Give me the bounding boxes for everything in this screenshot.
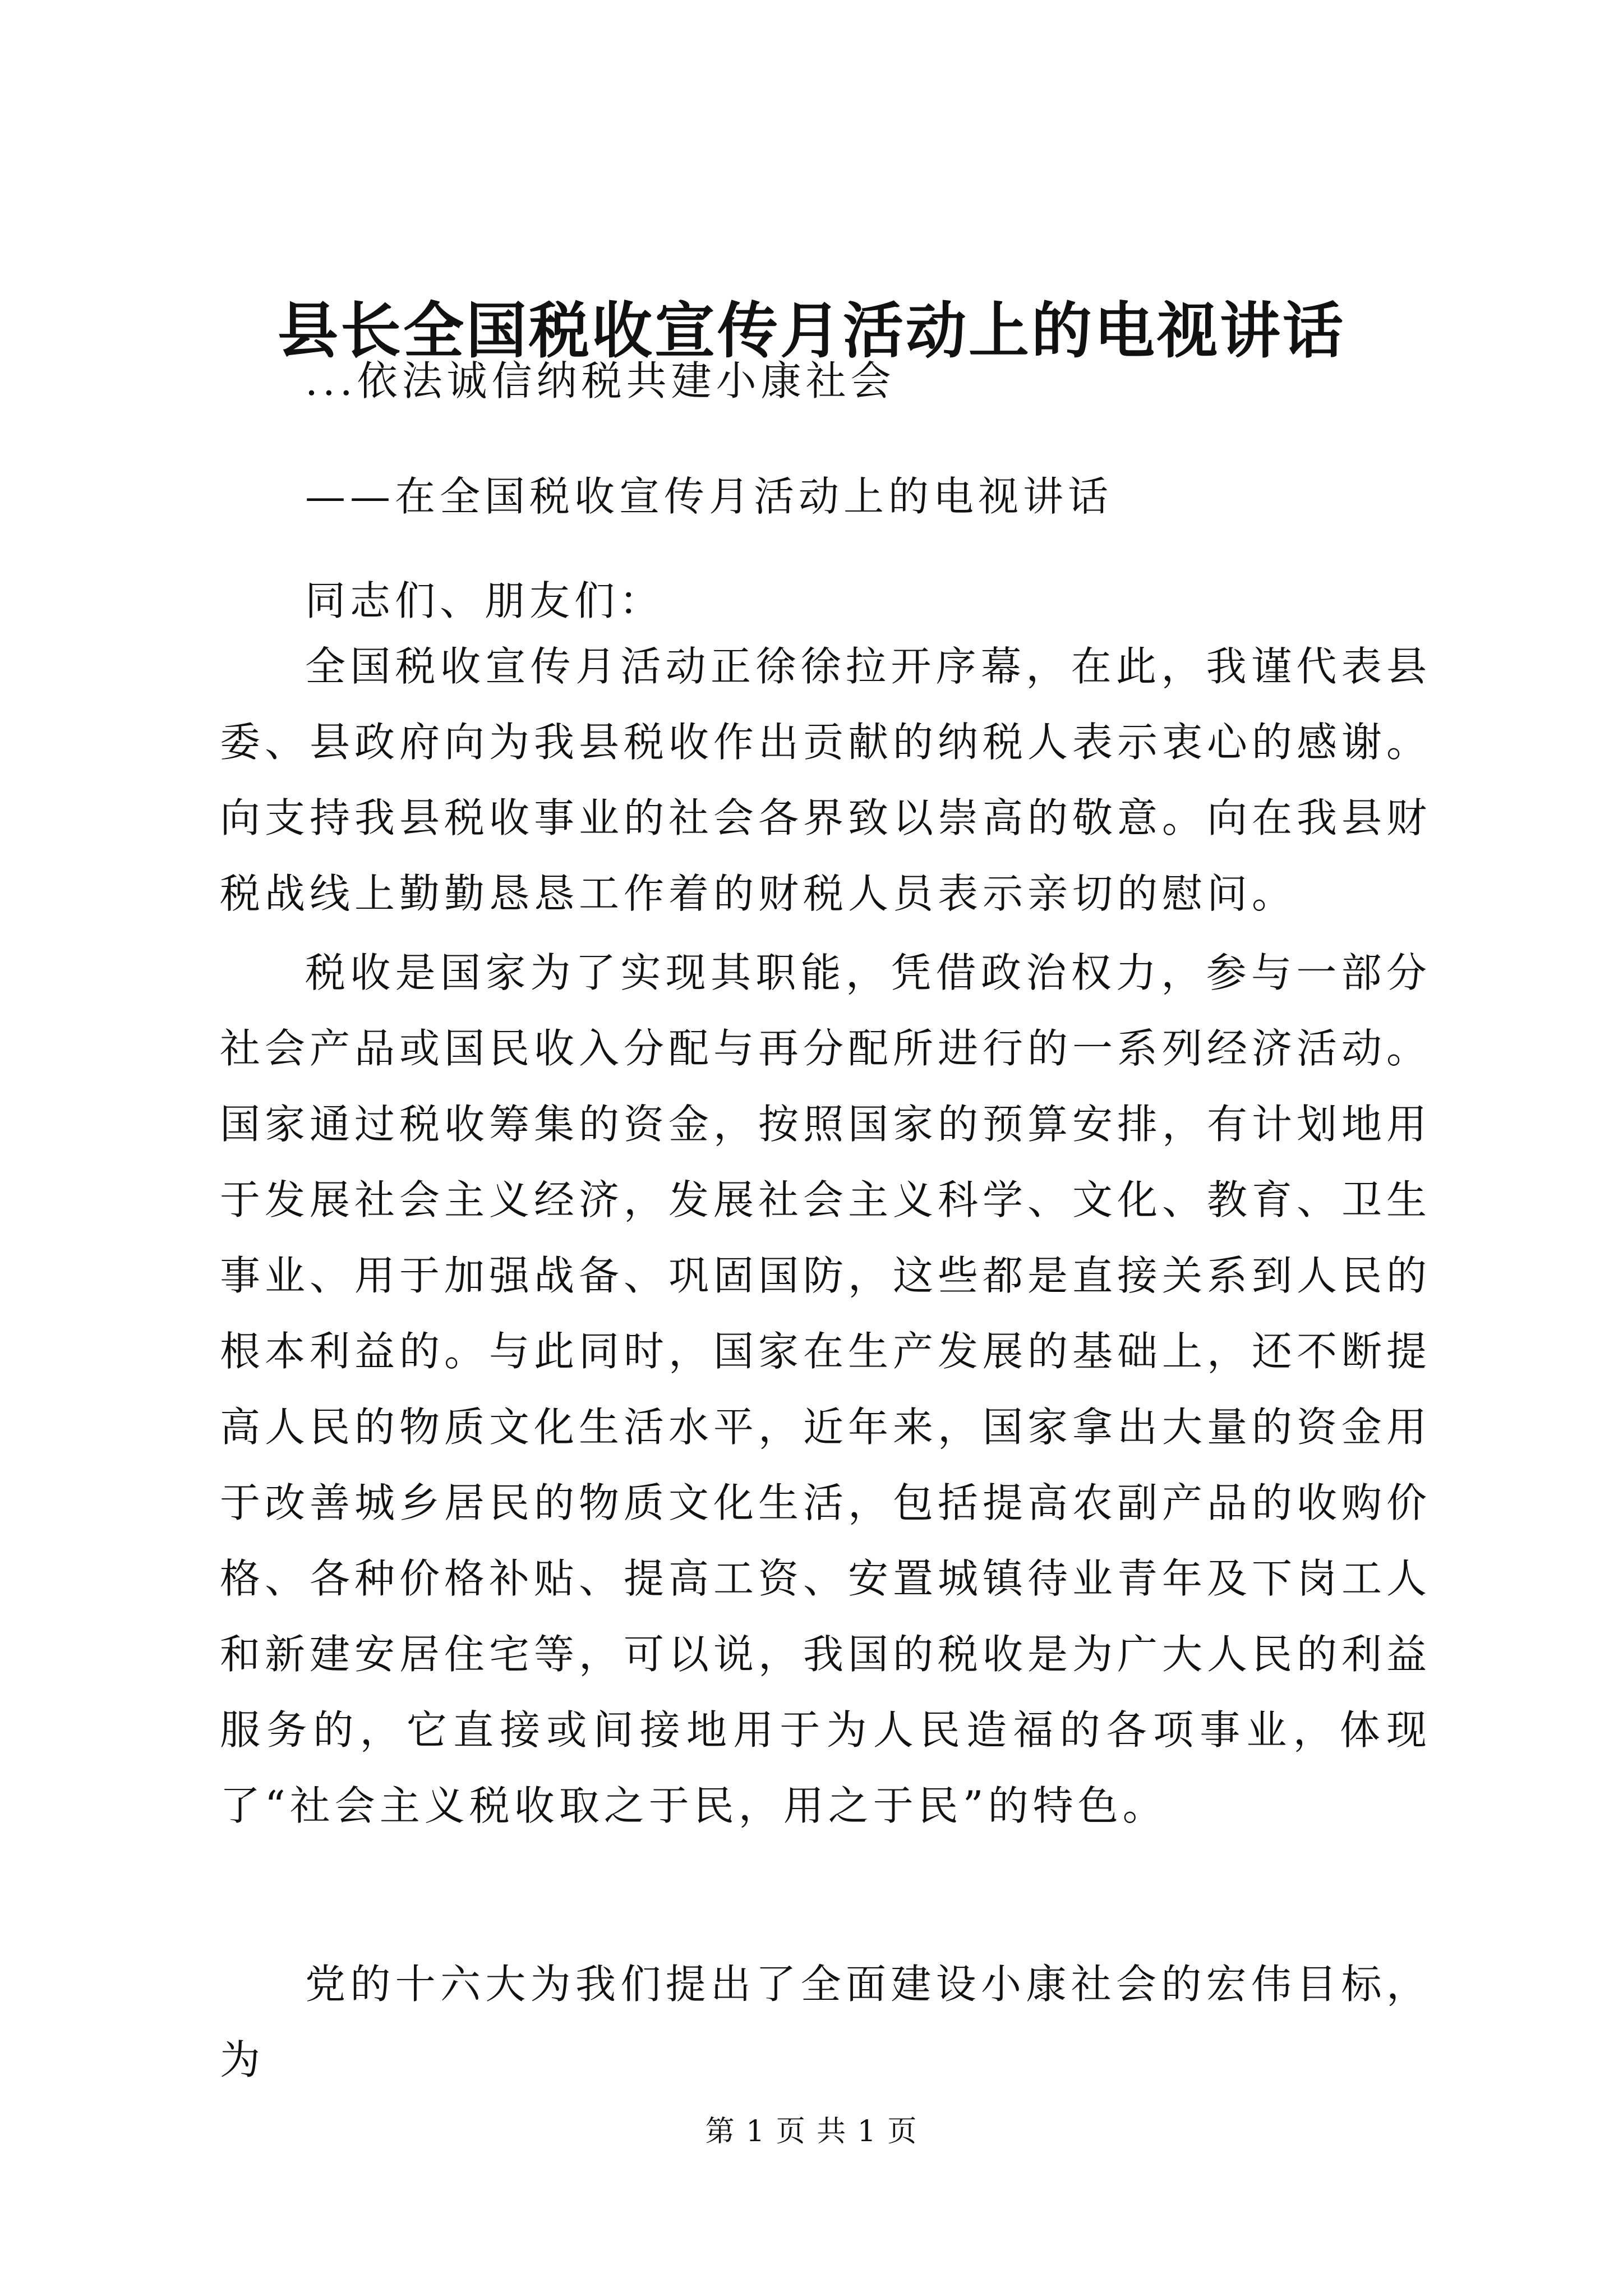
paragraph-1: 全国税收宣传月活动正徐徐拉开序幕，在此，我谨代表县委、县政府向为我县税收作出贡献的纳税人表示衷心的感谢。向支持我县税收事业的社会各界致以崇高的敬意。向在我县财税战线上勤勤恳恳工作着的财税人员表示亲切的慰问。: [220, 643, 1432, 917]
document-subtitle-occasion: ——在全国税收宣传月活动上的电视讲话: [305, 473, 1113, 520]
document-subtitle-slogan: ...依法诚信纳税共建小康社会: [305, 357, 896, 404]
page-number-footer: 第 1 页 共 1 页: [705, 2115, 918, 2148]
paragraph-3: 党的十六大为我们提出了全面建设小康社会的宏伟目标，为: [220, 1961, 1431, 2083]
greeting: 同志们、朋友们：: [305, 577, 665, 624]
document-title: 县长全国税收宣传月活动上的电视讲话: [277, 296, 1345, 366]
paragraph-2: 税收是国家为了实现其职能，凭借政治权力，参与一部分社会产品或国民收入分配与再分配所进行的一系列经济活动。国家通过税收筹集的资金，按照国家的预算安排，有计划地用于发展社会主义经济，发展社会主义科学、文化、教育、卫生事业、用于加强战备、巩固国防，这些都是直接关系到人民的根本利益的。与此同时，国家在生产发展的基础上，还不断提高人民的物质文化生活水平，近年来，国家拿出大量的资金用于改善城乡居民的物质文化生活，包括提高农副产品的收购价格、各种价格补贴、提高工资、安置城镇待业青年及下岗工人和新建安居住宅等，可以说，我国的税收是为广大人民的利益服务的，它直接或间接地用于为人民造福的各项事业，体现了“社会主义税收取之于民，用之于民”的特色。: [220, 949, 1432, 1829]
